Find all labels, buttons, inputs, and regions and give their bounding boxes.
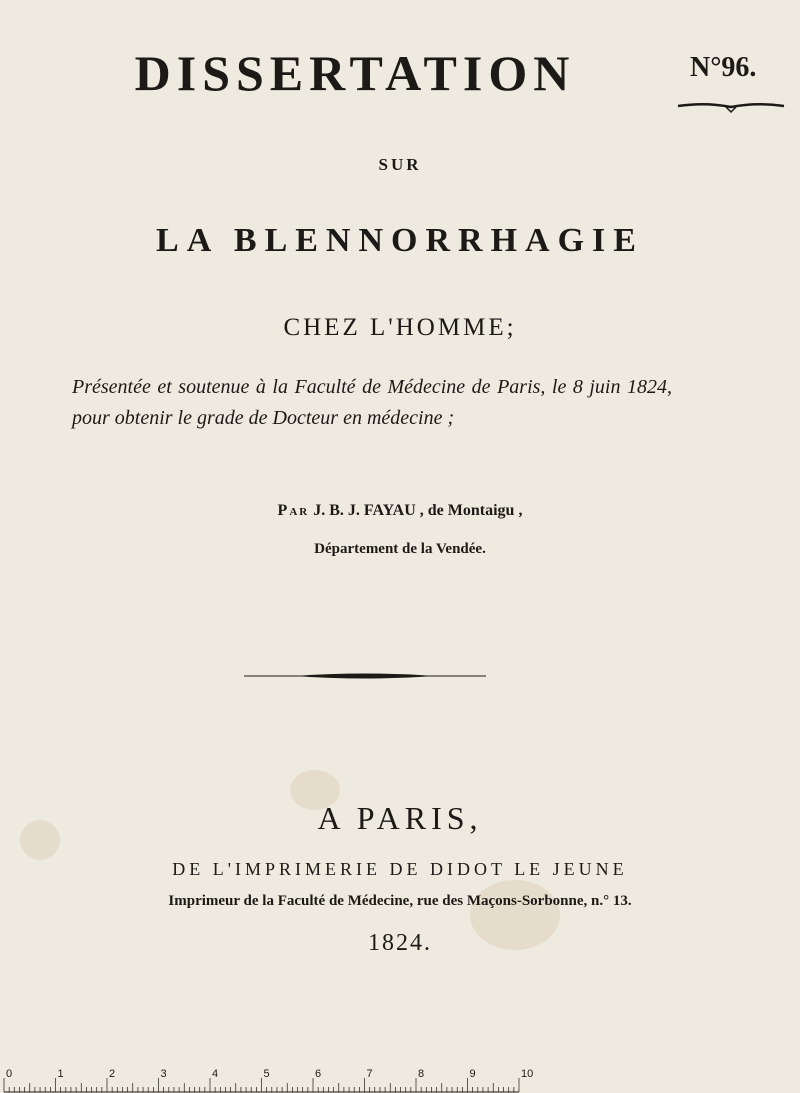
ruler-label: 0 [6, 1068, 13, 1080]
author-name: J. B. J. FAYAU [313, 502, 416, 519]
document-number: N°96. [690, 52, 757, 83]
imprint-year: 1824. [368, 930, 432, 956]
document-title: DISSERTATION [134, 45, 576, 101]
decorative-rule [244, 672, 486, 680]
ruler-label: 3 [160, 1068, 167, 1080]
preposition-heading: SUR [378, 155, 422, 174]
measurement-ruler [0, 1066, 534, 1093]
author-origin: , de Montaigu , [419, 502, 523, 519]
ruler-label: 1 [57, 1068, 64, 1080]
ruler-label: 2 [109, 1068, 116, 1080]
dissertation-description: Présentée et soutenue à la Faculté de Médecine de Paris, le 8 juin 1824, pour obtenir le grade de Docteur en médecine ; [72, 376, 672, 429]
subject-heading: LA BLENNORRHAGIE [156, 222, 644, 259]
ruler-label: 8 [418, 1068, 425, 1080]
author-department: Département de la Vendée. [314, 541, 486, 557]
imprint-city: A PARIS, [317, 800, 483, 836]
ruler-label: 5 [263, 1068, 270, 1080]
imprint-printer-description: Imprimeur de la Faculté de Médecine, rue des Maçons-Sorbonne, n.° 13. [168, 893, 632, 909]
ruler-label: 4 [212, 1068, 219, 1080]
qualifier-heading: CHEZ L'HOMME; [283, 314, 517, 341]
ruler-label: 7 [366, 1068, 373, 1080]
number-underline-flourish [676, 100, 786, 114]
ruler-label: 9 [469, 1068, 476, 1080]
ruler-label: 10 [521, 1068, 534, 1080]
imprint-printer: DE L'IMPRIMERIE DE DIDOT LE JEUNE [172, 859, 628, 879]
author-line [0, 502, 800, 520]
author-prefix: Par [277, 502, 310, 519]
ruler-label: 6 [315, 1068, 322, 1080]
